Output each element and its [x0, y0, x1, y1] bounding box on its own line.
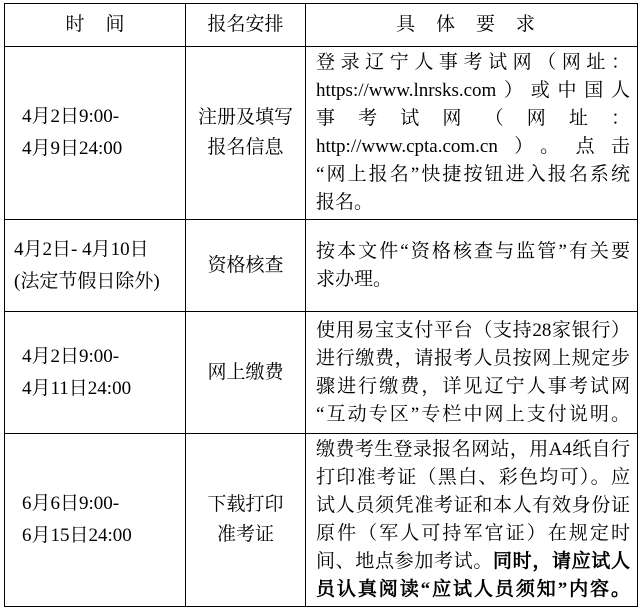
arrangement-line: 报名信息 [207, 137, 284, 158]
time-start: 6月6日9:00- [22, 493, 120, 514]
requirement-line: 按本文件“资格核查与监管”有关要 [316, 240, 630, 262]
time-start: 4月2日9:00- [22, 106, 120, 127]
time-range: 4月2日- 4月10日 [14, 238, 149, 260]
arrangement-line: 注册及填写 [197, 107, 293, 128]
requirement-line: 求办理。 [316, 268, 393, 290]
requirement-line: 报名。 [316, 192, 374, 213]
header-arrangement: 报名安排 [207, 14, 284, 35]
notice-text: 同时，请应试人 [492, 551, 630, 572]
requirement-line: 原件（军人可持军官证）在规定时 [316, 523, 630, 544]
requirement-line: “网上报名”快捷按钮进入报名系统 [316, 164, 630, 185]
time-end: 6月15日24:00 [22, 525, 132, 546]
requirement-line: 登录辽宁人事考试网（网址： [316, 52, 630, 73]
requirement-text: 间、地点参加考试。 [316, 551, 493, 572]
admission-ticket-arrangement-cell [186, 434, 306, 607]
requirement-line: 使用易宝支付平台（支持28家银行） [316, 319, 630, 341]
time-note: (法定节假日除外) [14, 270, 160, 292]
header-time-cell [5, 4, 186, 47]
requirement-line: 骤进行缴费，详见辽宁人事考试网 [316, 375, 630, 397]
header-requirements-cell [306, 4, 638, 47]
arrangement-line: 网上缴费 [207, 361, 284, 383]
online-payment-time-cell [5, 312, 186, 434]
requirement-line: 事考试网（网址： [316, 108, 630, 129]
admission-ticket-time-cell [5, 434, 186, 607]
online-payment-arrangement-cell [186, 312, 306, 434]
requirement-line: https://www.lnrsks.com）或中国人 [316, 80, 630, 101]
requirement-line: 缴费考生登录报名网站，用A4纸自行 [316, 439, 630, 460]
registration-requirements-cell [306, 47, 638, 220]
arrangement-line: 准考证 [216, 524, 274, 545]
time-end: 4月11日24:00 [22, 377, 132, 399]
header-requirements: 具 体 要 求 [396, 14, 535, 35]
requirement-line: “互动专区”专栏中网上支付说明。 [316, 403, 630, 425]
requirement-line: 试人员须凭准考证和本人有效身份证 [316, 495, 630, 516]
requirement-line: http://www.cpta.com.cn）。点击 [316, 136, 630, 157]
notice-line: 员认真阅读“应试人员须知”内容。 [316, 579, 630, 600]
requirement-line: 进行缴费，请报考人员按网上规定步 [316, 347, 630, 369]
header-arrangement-cell [186, 4, 306, 47]
arrangement-line: 资格核查 [207, 254, 284, 276]
registration-schedule-table [4, 3, 638, 607]
registration-time-cell [5, 47, 186, 220]
admission-ticket-requirements-cell [306, 434, 638, 607]
qualification-review-requirements-cell [306, 220, 638, 312]
arrangement-line: 下载打印 [207, 494, 284, 515]
qualification-review-arrangement-cell [186, 220, 306, 312]
time-start: 4月2日9:00- [22, 345, 120, 367]
online-payment-requirements-cell [306, 312, 638, 434]
registration-arrangement-cell [186, 47, 306, 220]
qualification-review-time-cell [5, 220, 186, 312]
requirement-line: 打印准考证（黑白、彩色均可）。应 [316, 467, 630, 488]
header-time: 时 间 [65, 14, 125, 35]
time-end: 4月9日24:00 [22, 138, 123, 159]
requirement-line [316, 548, 630, 576]
